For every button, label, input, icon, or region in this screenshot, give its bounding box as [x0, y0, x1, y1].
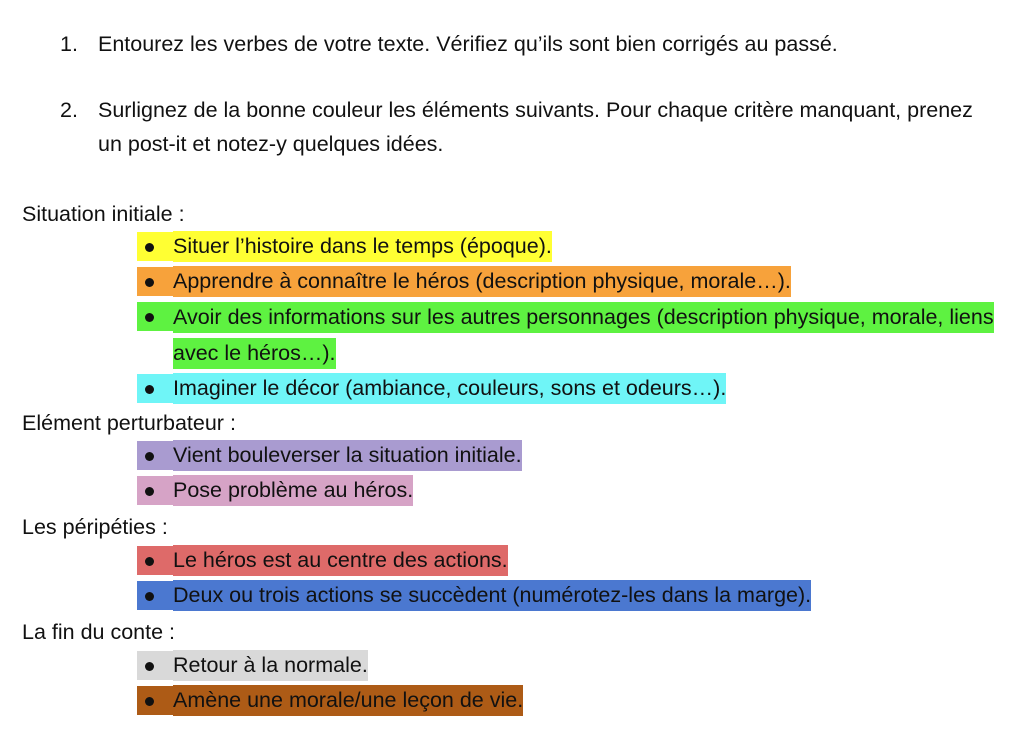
- highlighted-text: Amène une morale/une leçon de vie.: [173, 685, 523, 716]
- bullet-list-peripeties: [137, 543, 1007, 613]
- instruction-number: 2.: [60, 98, 78, 122]
- bullet-icon: [145, 278, 154, 287]
- bullet-item: [137, 371, 1007, 406]
- bullet-highlight-strip: [137, 267, 173, 296]
- bullet-icon: [145, 487, 154, 496]
- highlighted-text: Deux ou trois actions se succèdent (numérotez-les dans la marge).: [173, 580, 811, 611]
- bullet-item: [137, 683, 1007, 718]
- bullet-item: [137, 648, 1007, 683]
- bullet-item: [137, 299, 1007, 371]
- instruction-text: Entourez les verbes de votre texte. Vérifiez qu’ils sont bien corrigés au passé.: [98, 32, 838, 56]
- bullet-icon: [145, 557, 154, 566]
- bullet-icon: [145, 662, 154, 671]
- bullet-highlight-strip: [137, 546, 173, 575]
- bullet-highlight-strip: [137, 441, 173, 470]
- bullet-icon: [145, 385, 154, 394]
- highlighted-text: Avoir des informations sur les autres personnages (description physique, morale, liens avec le héros…).: [173, 302, 994, 369]
- bullet-highlight-strip: [137, 374, 173, 403]
- bullet-highlight-strip: [137, 651, 173, 680]
- instruction-item-1: [60, 27, 1000, 61]
- bullet-list-situation-initiale: [137, 229, 1007, 406]
- highlighted-text: Pose problème au héros.: [173, 475, 413, 506]
- bullet-list-fin-du-conte: [137, 648, 1007, 718]
- highlighted-text: Situer l’histoire dans le temps (époque).: [173, 231, 552, 262]
- bullet-icon: [145, 313, 154, 322]
- highlighted-text: Le héros est au centre des actions.: [173, 545, 508, 576]
- bullet-highlight-strip: [137, 476, 173, 505]
- highlighted-text: Vient bouleverser la situation initiale.: [173, 440, 522, 471]
- instruction-item-2: [60, 93, 1000, 161]
- bullet-highlight-strip: [137, 302, 173, 331]
- highlighted-text: Apprendre à connaître le héros (description physique, morale…).: [173, 266, 791, 297]
- bullet-icon: [145, 592, 154, 601]
- highlighted-text: Imaginer le décor (ambiance, couleurs, sons et odeurs…).: [173, 373, 726, 404]
- instruction-text: Surlignez de la bonne couleur les éléments suivants. Pour chaque critère manquant, prenez un post-it et notez-y quelques idées.: [98, 98, 973, 156]
- bullet-icon: [145, 243, 154, 252]
- bullet-highlight-strip: [137, 581, 173, 610]
- highlighted-text: Retour à la normale.: [173, 650, 368, 681]
- section-heading-peripeties: Les péripéties :: [22, 515, 168, 539]
- bullet-item: [137, 264, 1007, 299]
- section-heading-element-perturbateur: Elément perturbateur :: [22, 411, 236, 435]
- bullet-item: [137, 438, 1007, 473]
- bullet-highlight-strip: [137, 232, 173, 261]
- bullet-icon: [145, 697, 154, 706]
- bullet-item: [137, 229, 1007, 264]
- section-heading-situation-initiale: Situation initiale :: [22, 202, 185, 226]
- instruction-number: 1.: [60, 32, 78, 56]
- section-heading-fin-du-conte: La fin du conte :: [22, 620, 175, 644]
- bullet-item: [137, 543, 1007, 578]
- bullet-highlight-strip: [137, 686, 173, 715]
- bullet-item: [137, 578, 1007, 613]
- bullet-icon: [145, 452, 154, 461]
- bullet-list-element-perturbateur: [137, 438, 1007, 508]
- bullet-item: [137, 473, 1007, 508]
